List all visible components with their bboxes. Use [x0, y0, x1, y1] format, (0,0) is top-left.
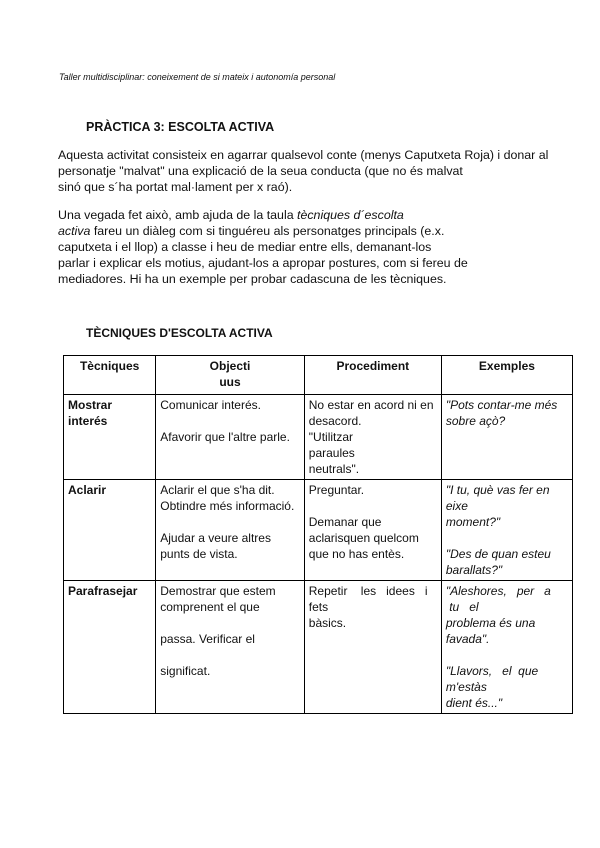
examples-cell: "Pots contar-me més sobre açò?: [441, 395, 572, 480]
column-header: Tècniques: [64, 356, 156, 395]
table-reference: activa: [58, 224, 91, 238]
technique-cell: Aclarir: [64, 480, 156, 581]
techniques-table: [63, 355, 573, 714]
instructions-text: mediadores. Hi ha un exemple per probar cadascuna de les tècniques.: [58, 272, 447, 286]
intro-line: sinó que s´ha portat mal·lament per x raó).: [58, 180, 293, 194]
examples-cell: "I tu, què vas fer en eixe moment?" "Des de quan esteu barallats?": [441, 480, 572, 581]
instructions-paragraph: [58, 207, 468, 287]
column-header: Exemples: [441, 356, 572, 395]
objective-cell: Comunicar interés. Afavorir que l'altre parle.: [156, 395, 305, 480]
examples-cell: "Aleshores, per a tu el problema és una favada". "Llavors, el que m'estàs dient és...": [441, 581, 572, 714]
column-header: Objecti uus: [156, 356, 305, 395]
document-header: Taller multidisciplinar: coneixement de si mateix i autonomía personal: [59, 72, 336, 82]
procedure-cell: No estar en acord ni en desacord. "Utilitzar paraules neutrals".: [304, 395, 441, 480]
page-title: PRÀCTICA 3: ESCOLTA ACTIVA: [86, 120, 275, 134]
column-header: Procediment: [304, 356, 441, 395]
table-row: [64, 395, 573, 480]
instructions-text: Una vegada fet això, amb ajuda de la taula: [58, 208, 298, 222]
table-row: [64, 480, 573, 581]
intro-paragraph: [58, 147, 548, 195]
objective-cell: Aclarir el que s'ha dit. Obtindre més informació. Ajudar a veure altres punts de vista.: [156, 480, 305, 581]
instructions-text: caputxeta i el llop) a classe i heu de mediar entre ells, demanant-los: [58, 240, 432, 254]
table-reference: tècniques d´escolta: [297, 208, 404, 222]
technique-cell: Mostrar interés: [64, 395, 156, 480]
table-row: [64, 581, 573, 714]
procedure-cell: Preguntar. Demanar que aclarisquen quelcom que no has entès.: [304, 480, 441, 581]
section-title: TÈCNIQUES D'ESCOLTA ACTIVA: [86, 326, 273, 340]
instructions-text: parlar i explicar els motius, ajudant-los a apropar postures, com si fereu de: [58, 256, 468, 270]
procedure-cell: Repetir les idees i fets bàsics.: [304, 581, 441, 714]
intro-line: personatje "malvat" una explicació de la seua conducta (que no és malvat: [58, 164, 463, 178]
table-header-row: [64, 356, 573, 395]
intro-line: Aquesta activitat consisteix en agarrar qualsevol conte (menys Caputxeta Roja) i donar al: [58, 148, 549, 162]
objective-cell: Demostrar que estem comprenent el que passa. Verificar el significat.: [156, 581, 305, 714]
instructions-text: fareu un diàleg com si tinguéreu als personatges principals (e.x.: [90, 224, 445, 238]
technique-cell: Parafrasejar: [64, 581, 156, 714]
